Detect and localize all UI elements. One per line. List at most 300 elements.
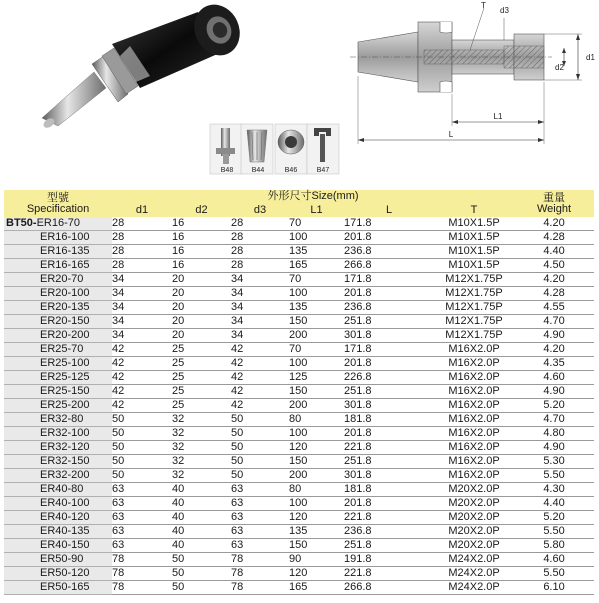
cell-l: 251.8 <box>344 385 434 399</box>
cell-l: 221.8 <box>344 567 434 581</box>
cell-model <box>4 217 112 231</box>
cell-t: M16X2.0P <box>434 441 514 455</box>
cell-model <box>4 511 112 525</box>
cell-t: M16X2.0P <box>434 455 514 469</box>
cell-l: 191.8 <box>344 553 434 567</box>
table-row <box>4 385 594 399</box>
cell-weight: 4.28 <box>514 231 594 245</box>
cell-model <box>4 259 112 273</box>
weight-header-en: Weight <box>537 202 572 215</box>
cell-l1: 120 <box>289 567 344 581</box>
cell-d3: 28 <box>231 231 289 245</box>
cell-model <box>4 497 112 511</box>
cell-d2: 25 <box>172 385 231 399</box>
cell-d3: 28 <box>231 217 289 231</box>
cell-l1: 165 <box>289 581 344 595</box>
cell-t: M16X2.0P <box>434 427 514 441</box>
cell-l1: 200 <box>289 469 344 483</box>
table-row <box>4 539 594 553</box>
cell-d3: 50 <box>231 427 289 441</box>
dim-label-d1: d1 <box>586 53 595 62</box>
l-column-header: L <box>344 203 434 217</box>
model-value: ER32-200 <box>40 469 90 481</box>
cell-l1: 150 <box>289 385 344 399</box>
cell-d1: 28 <box>112 259 172 273</box>
cell-model <box>4 539 112 553</box>
cell-model <box>4 469 112 483</box>
cell-l: 301.8 <box>344 469 434 483</box>
cell-l1: 150 <box>289 455 344 469</box>
cell-d1: 34 <box>112 273 172 287</box>
accessory-label-b46: B46 <box>284 167 298 174</box>
cell-t: M24X2.0P <box>434 553 514 567</box>
cell-d3: 42 <box>231 399 289 413</box>
model-value: ER40-120 <box>40 511 90 523</box>
cell-l1: 100 <box>289 357 344 371</box>
cell-t: M20X2.0P <box>434 539 514 553</box>
tool-holder-photo <box>42 0 248 130</box>
cell-t: M16X2.0P <box>434 343 514 357</box>
cell-d1: 42 <box>112 399 172 413</box>
table-row <box>4 329 594 343</box>
model-value: ER50-165 <box>40 581 90 593</box>
cell-d2: 25 <box>172 399 231 413</box>
cell-l1: 100 <box>289 287 344 301</box>
cell-t: M20X2.0P <box>434 497 514 511</box>
cell-l: 221.8 <box>344 511 434 525</box>
table-row <box>4 441 594 455</box>
model-value: ER40-100 <box>40 497 90 509</box>
cell-d2: 40 <box>172 511 231 525</box>
table-row <box>4 497 594 511</box>
weight-header-cn: 重量 <box>543 191 566 204</box>
cell-d2: 16 <box>172 245 231 259</box>
model-value: ER25-150 <box>40 385 90 397</box>
table-body <box>4 217 594 595</box>
cell-weight: 4.60 <box>514 553 594 567</box>
table-row <box>4 259 594 273</box>
cell-l1: 70 <box>289 273 344 287</box>
cell-d1: 42 <box>112 357 172 371</box>
cell-model <box>4 343 112 357</box>
cell-weight: 4.55 <box>514 301 594 315</box>
cell-d2: 50 <box>172 567 231 581</box>
cell-l: 236.8 <box>344 301 434 315</box>
cell-d1: 28 <box>112 217 172 231</box>
cell-l: 301.8 <box>344 399 434 413</box>
model-value: ER32-100 <box>40 427 90 439</box>
d1-column-header: d1 <box>112 203 172 217</box>
model-value: ER40-80 <box>40 483 84 495</box>
cell-d1: 50 <box>112 427 172 441</box>
cell-l: 171.8 <box>344 217 434 231</box>
cell-d3: 34 <box>231 273 289 287</box>
cell-t: M20X2.0P <box>434 511 514 525</box>
cell-d3: 42 <box>231 385 289 399</box>
cell-weight: 4.30 <box>514 483 594 497</box>
table-header-row-top <box>4 190 594 203</box>
cell-model <box>4 427 112 441</box>
table-row <box>4 427 594 441</box>
cell-t: M20X2.0P <box>434 525 514 539</box>
size-group-header: 外形尺寸Size(mm) <box>112 190 514 203</box>
cell-weight: 4.20 <box>514 217 594 231</box>
cell-weight: 4.90 <box>514 385 594 399</box>
accessory-label-b44: B44 <box>251 167 265 174</box>
t-column-header: T <box>434 203 514 217</box>
cell-weight: 5.50 <box>514 567 594 581</box>
model-value: ER20-100 <box>40 287 90 299</box>
model-prefix: BT50- <box>6 217 37 229</box>
cell-d2: 20 <box>172 273 231 287</box>
cell-l1: 135 <box>289 301 344 315</box>
cell-t: M16X2.0P <box>434 413 514 427</box>
cell-d1: 63 <box>112 511 172 525</box>
cell-d2: 40 <box>172 539 231 553</box>
table-row <box>4 315 594 329</box>
cell-model <box>4 315 112 329</box>
cell-weight: 5.80 <box>514 539 594 553</box>
dim-label-t: T <box>481 1 486 10</box>
cell-d3: 34 <box>231 315 289 329</box>
cell-d1: 34 <box>112 315 172 329</box>
cell-weight: 4.50 <box>514 259 594 273</box>
cell-t: M16X2.0P <box>434 469 514 483</box>
cell-model <box>4 525 112 539</box>
cell-d1: 63 <box>112 483 172 497</box>
cell-d3: 34 <box>231 301 289 315</box>
cell-model <box>4 357 112 371</box>
cell-d3: 63 <box>231 511 289 525</box>
cell-d3: 63 <box>231 525 289 539</box>
table-row <box>4 483 594 497</box>
accessory-label-b47: B47 <box>316 167 330 174</box>
cell-weight: 4.70 <box>514 315 594 329</box>
model-header-cn: 型號 <box>47 191 69 204</box>
cell-model <box>4 245 112 259</box>
cell-l: 171.8 <box>344 343 434 357</box>
cell-d1: 50 <box>112 441 172 455</box>
cell-l1: 90 <box>289 553 344 567</box>
cell-l: 226.8 <box>344 371 434 385</box>
table-row <box>4 231 594 245</box>
cell-weight: 5.20 <box>514 511 594 525</box>
cell-weight: 5.20 <box>514 399 594 413</box>
cell-l: 266.8 <box>344 581 434 595</box>
cell-d1: 63 <box>112 539 172 553</box>
accessory-nut <box>275 124 307 174</box>
cell-d3: 78 <box>231 581 289 595</box>
model-value: ER32-150 <box>40 455 90 467</box>
table-row <box>4 581 594 595</box>
accessory-pull-stud <box>210 124 242 174</box>
model-value: ER20-70 <box>40 273 84 285</box>
cell-t: M10X1.5P <box>434 245 514 259</box>
cell-d1: 28 <box>112 245 172 259</box>
cell-d3: 78 <box>231 553 289 567</box>
cell-l1: 120 <box>289 441 344 455</box>
cell-t: M12X1.75P <box>434 287 514 301</box>
accessory-wrench <box>307 124 339 174</box>
cell-l: 201.8 <box>344 287 434 301</box>
cell-d3: 42 <box>231 343 289 357</box>
table-row <box>4 343 594 357</box>
model-column-header <box>4 190 112 217</box>
table-row <box>4 399 594 413</box>
cell-l1: 70 <box>289 217 344 231</box>
cell-d3: 50 <box>231 455 289 469</box>
cell-d3: 50 <box>231 441 289 455</box>
cell-d2: 32 <box>172 427 231 441</box>
cell-t: M16X2.0P <box>434 399 514 413</box>
d2-column-header: d2 <box>172 203 231 217</box>
cell-d1: 78 <box>112 581 172 595</box>
model-value: ER25-200 <box>40 399 90 411</box>
cell-l: 301.8 <box>344 329 434 343</box>
model-value: ER40-150 <box>40 539 90 551</box>
cell-l1: 120 <box>289 511 344 525</box>
model-value: ER16-70 <box>36 217 80 229</box>
cell-d3: 42 <box>231 357 289 371</box>
cell-model <box>4 413 112 427</box>
model-value: ER16-165 <box>40 259 90 271</box>
cell-weight: 4.40 <box>514 245 594 259</box>
table-row <box>4 245 594 259</box>
cell-model <box>4 399 112 413</box>
cell-l: 201.8 <box>344 357 434 371</box>
cell-model <box>4 483 112 497</box>
cell-model <box>4 231 112 245</box>
cell-d3: 34 <box>231 329 289 343</box>
cell-t: M10X1.5P <box>434 231 514 245</box>
cell-t: M10X1.5P <box>434 217 514 231</box>
model-header-en: Specification <box>26 202 90 215</box>
cell-d3: 28 <box>231 245 289 259</box>
cell-d1: 78 <box>112 567 172 581</box>
cell-d2: 16 <box>172 231 231 245</box>
cell-t: M12X1.75P <box>434 301 514 315</box>
accessory-collet <box>241 124 273 174</box>
cell-d1: 34 <box>112 329 172 343</box>
cell-d1: 42 <box>112 343 172 357</box>
model-value: ER16-135 <box>40 245 90 257</box>
model-value: ER40-135 <box>40 525 90 537</box>
cell-t: M12X1.75P <box>434 329 514 343</box>
cell-l1: 200 <box>289 329 344 343</box>
cell-t: M24X2.0P <box>434 567 514 581</box>
model-value: ER20-135 <box>40 301 90 313</box>
cell-model <box>4 581 112 595</box>
cell-d2: 40 <box>172 525 231 539</box>
cell-d1: 34 <box>112 287 172 301</box>
cell-weight: 5.30 <box>514 455 594 469</box>
cell-d1: 63 <box>112 497 172 511</box>
illustration-svg <box>0 0 599 190</box>
specification-table <box>4 190 594 595</box>
cell-t: M10X1.5P <box>434 259 514 273</box>
cell-d2: 20 <box>172 301 231 315</box>
cell-weight: 4.28 <box>514 287 594 301</box>
cell-l1: 200 <box>289 399 344 413</box>
cell-weight: 4.90 <box>514 329 594 343</box>
cell-d2: 40 <box>172 497 231 511</box>
cell-l1: 165 <box>289 259 344 273</box>
cell-weight: 4.90 <box>514 441 594 455</box>
cell-model <box>4 329 112 343</box>
cell-d1: 42 <box>112 385 172 399</box>
weight-column-header <box>514 190 594 217</box>
cell-weight: 4.35 <box>514 357 594 371</box>
cell-d2: 16 <box>172 217 231 231</box>
cell-d1: 28 <box>112 231 172 245</box>
table-row <box>4 469 594 483</box>
cell-l: 236.8 <box>344 245 434 259</box>
cell-l: 221.8 <box>344 441 434 455</box>
cell-weight: 4.80 <box>514 427 594 441</box>
cell-t: M24X2.0P <box>434 581 514 595</box>
cell-t: M12X1.75P <box>434 273 514 287</box>
cell-d2: 25 <box>172 357 231 371</box>
cell-weight: 4.70 <box>514 413 594 427</box>
table-row <box>4 217 594 231</box>
model-value: ER25-100 <box>40 357 90 369</box>
model-value: ER25-125 <box>40 371 90 383</box>
cell-l1: 135 <box>289 525 344 539</box>
cell-l: 251.8 <box>344 455 434 469</box>
table-row <box>4 511 594 525</box>
cell-d1: 42 <box>112 371 172 385</box>
table-row <box>4 455 594 469</box>
model-value: ER50-90 <box>40 553 84 565</box>
cell-d2: 32 <box>172 413 231 427</box>
cell-l1: 135 <box>289 245 344 259</box>
cell-weight: 4.40 <box>514 497 594 511</box>
cell-d2: 32 <box>172 441 231 455</box>
dim-label-d3: d3 <box>500 6 509 15</box>
model-value: ER20-200 <box>40 329 90 341</box>
cell-model <box>4 385 112 399</box>
dim-label-l: L <box>448 130 454 139</box>
cell-d3: 78 <box>231 567 289 581</box>
cell-l1: 100 <box>289 497 344 511</box>
cell-d2: 25 <box>172 343 231 357</box>
cell-d3: 63 <box>231 497 289 511</box>
cell-l: 201.8 <box>344 497 434 511</box>
model-value: ER16-100 <box>40 231 90 243</box>
cell-weight: 5.50 <box>514 525 594 539</box>
cell-model <box>4 273 112 287</box>
cell-weight: 4.20 <box>514 273 594 287</box>
cell-d2: 16 <box>172 259 231 273</box>
cell-t: M16X2.0P <box>434 371 514 385</box>
table-row <box>4 273 594 287</box>
cell-d1: 63 <box>112 525 172 539</box>
cell-l: 251.8 <box>344 539 434 553</box>
cell-l1: 80 <box>289 483 344 497</box>
cell-d1: 50 <box>112 469 172 483</box>
product-illustration <box>0 0 599 190</box>
cell-l1: 150 <box>289 539 344 553</box>
cell-l1: 125 <box>289 371 344 385</box>
cell-d2: 50 <box>172 553 231 567</box>
table-row <box>4 525 594 539</box>
cell-d3: 50 <box>231 469 289 483</box>
table-row <box>4 301 594 315</box>
model-value: ER20-150 <box>40 315 90 327</box>
cell-t: M12X1.75P <box>434 315 514 329</box>
cell-t: M20X2.0P <box>434 483 514 497</box>
cell-d2: 25 <box>172 371 231 385</box>
table-row <box>4 287 594 301</box>
cell-d2: 32 <box>172 455 231 469</box>
cell-l: 181.8 <box>344 483 434 497</box>
cell-model <box>4 287 112 301</box>
dim-label-d2: d2 <box>555 63 564 72</box>
cell-l1: 100 <box>289 231 344 245</box>
cell-model <box>4 371 112 385</box>
technical-drawing <box>350 1 595 144</box>
cell-d1: 34 <box>112 301 172 315</box>
table-row <box>4 553 594 567</box>
table-row <box>4 371 594 385</box>
cell-weight: 4.60 <box>514 371 594 385</box>
cell-l1: 70 <box>289 343 344 357</box>
d3-column-header: d3 <box>231 203 289 217</box>
cell-d1: 78 <box>112 553 172 567</box>
cell-d2: 50 <box>172 581 231 595</box>
model-value: ER50-120 <box>40 567 90 579</box>
cell-d2: 20 <box>172 329 231 343</box>
cell-d2: 32 <box>172 469 231 483</box>
cell-d1: 50 <box>112 455 172 469</box>
cell-l: 251.8 <box>344 315 434 329</box>
cell-l: 201.8 <box>344 231 434 245</box>
cell-d3: 63 <box>231 483 289 497</box>
cell-t: M16X2.0P <box>434 357 514 371</box>
cell-l: 181.8 <box>344 413 434 427</box>
table-row <box>4 413 594 427</box>
cell-model <box>4 441 112 455</box>
model-value: ER25-70 <box>40 343 84 355</box>
cell-d3: 50 <box>231 413 289 427</box>
cell-d2: 40 <box>172 483 231 497</box>
cell-l: 171.8 <box>344 273 434 287</box>
cell-l: 201.8 <box>344 427 434 441</box>
cell-d3: 28 <box>231 259 289 273</box>
model-value: ER32-120 <box>40 441 90 453</box>
cell-d3: 42 <box>231 371 289 385</box>
table-row <box>4 567 594 581</box>
model-value: ER32-80 <box>40 413 84 425</box>
cell-model <box>4 301 112 315</box>
cell-model <box>4 553 112 567</box>
cell-model <box>4 455 112 469</box>
cell-weight: 5.50 <box>514 469 594 483</box>
cell-l: 266.8 <box>344 259 434 273</box>
cell-l: 236.8 <box>344 525 434 539</box>
accessory-label-b48: B48 <box>220 167 234 174</box>
cell-t: M16X2.0P <box>434 385 514 399</box>
cell-d3: 34 <box>231 287 289 301</box>
cell-l1: 80 <box>289 413 344 427</box>
cell-l1: 150 <box>289 315 344 329</box>
cell-weight: 4.20 <box>514 343 594 357</box>
cell-d1: 50 <box>112 413 172 427</box>
cell-d2: 20 <box>172 315 231 329</box>
cell-weight: 6.10 <box>514 581 594 595</box>
cell-l1: 100 <box>289 427 344 441</box>
cell-model <box>4 567 112 581</box>
